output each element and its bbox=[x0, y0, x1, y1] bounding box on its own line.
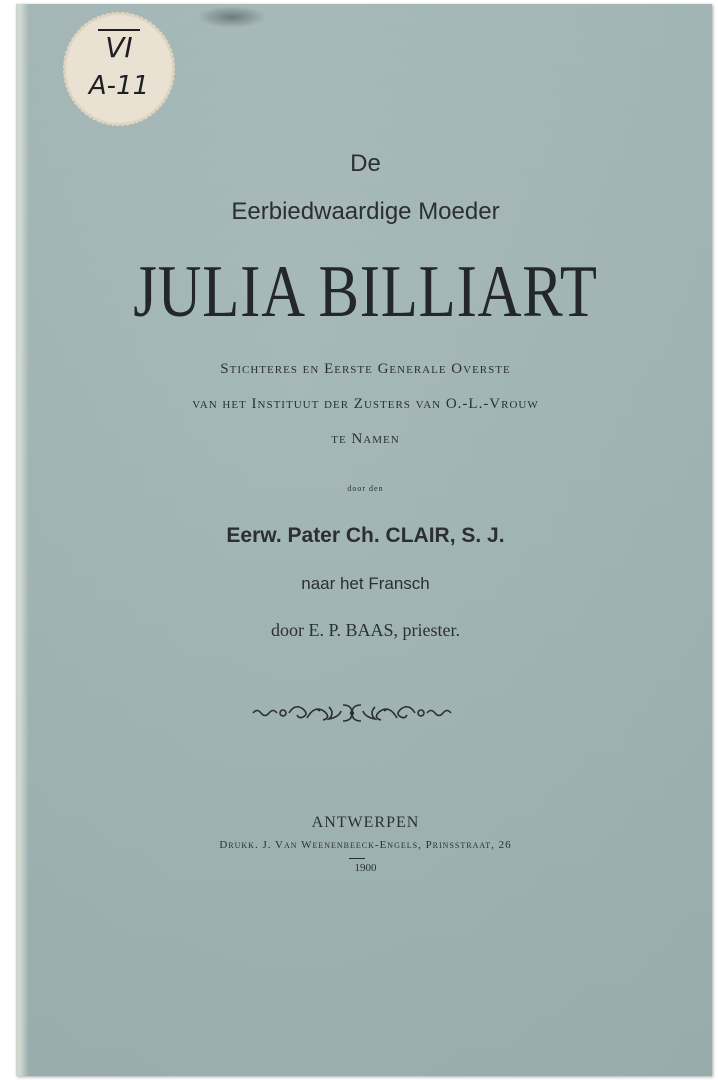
book-cover bbox=[16, 4, 712, 1076]
description-line-3: te Namen bbox=[331, 431, 400, 447]
author-name: Eerw. Pater Ch. CLAIR, S. J. bbox=[226, 524, 505, 547]
translation-note: naar het Fransch bbox=[301, 574, 430, 593]
imprint-rule bbox=[349, 858, 365, 859]
translator-name: door E. P. BAAS, priester. bbox=[271, 620, 460, 640]
description-line-1: Stichteres en Eerste Generale Overste bbox=[220, 361, 511, 377]
ornament-flourish bbox=[249, 698, 455, 728]
label-shelf-number: VI bbox=[105, 31, 133, 64]
door-den-label: door den bbox=[347, 484, 384, 493]
title-main: JULIA BILLIART bbox=[133, 251, 598, 333]
title-prefix: De bbox=[350, 150, 381, 177]
description-line-2: van het Instituut der Zusters van O.-L.-Vrouw bbox=[192, 396, 539, 412]
label-call-number: A-11 bbox=[88, 71, 150, 101]
imprint-printer: Drukk. J. Van Weenenbeeck-Engels, Prinsstraat, 26 bbox=[219, 839, 512, 851]
title-subtitle: Eerbiedwaardige Moeder bbox=[231, 198, 500, 225]
library-label bbox=[63, 12, 175, 126]
imprint-city: ANTWERPEN bbox=[311, 814, 420, 831]
imprint-year: 1900 bbox=[354, 862, 377, 874]
ink-smudge bbox=[197, 6, 267, 28]
